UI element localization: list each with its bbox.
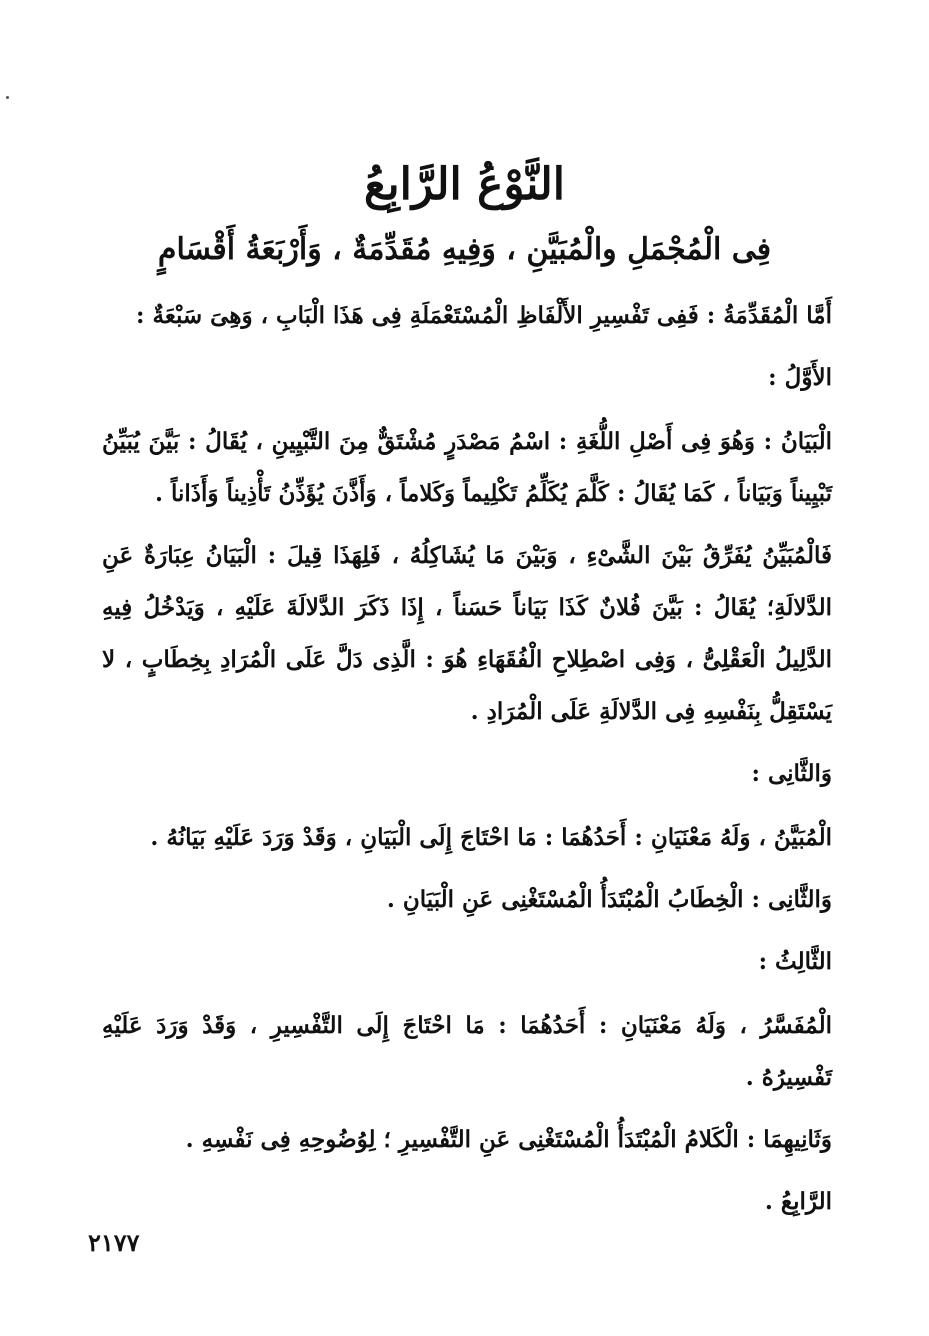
paragraph-bayan-explanation: فَالْمُبَيِّنُ يُفَرِّقُ بَيْنَ الشَّىْءِ ، وَبَيْنَ مَا يُشَاكِلُهُ ، فَلِهَذَا قِيلَ : الْبَيَانُ عِبَارَةٌ عَنِ الدَّلالَةِ؛ يُقَالُ : بَيَّنَ فُلانٌ كَذَا بَيَاناً حَسَناً ، إِذَا ذَكَرَ الدَّلالَةَ عَلَيْهِ ، وَيَدْخُلُ فِيهِ الدَّلِيلُ الْعَقْلِىُّ ، وَفِى اصْطِلاحِ الْفُقَهَاءِ هُوَ : الَّذِى دَلَّ عَلَى الْمُرَادِ بِخِطَابٍ ، لا يَسْتَقِلُّ بِنَفْسِهِ فِى الدَّلالَةِ عَلَى الْمُرَادِ . [102,542,832,725]
chapter-title: النَّوْعُ الرَّابِعُ [363,159,565,210]
section-heading-first: الأَوَّلُ : [768,364,832,391]
page-number: ٢١٧٧ [88,1228,140,1257]
section-heading-second: وَالثَّانِى : [751,760,832,787]
paragraph-mubayyan-first: الْمُبَيَّنُ ، وَلَهُ مَعْنَيَانِ : أَحَدُهُمَا : مَا احْتَاجَ إِلَى الْبَيَانِ ، وَقَدْ وَرَدَ عَلَيْهِ بَيَانُهُ . [150,824,832,851]
intro-paragraph: أَمَّا الْمُقَدِّمَةُ : فَفِى تَفْسِيرِ الأَلْفَاظِ الْمُسْتَعْمَلَةِ فِى هَذَا الْبَابِ ، وَهِىَ سَبْعَةٌ : [136,302,832,329]
body-text [102,290,832,1240]
paragraph-mufassar-first: الْمُفَسَّرُ ، وَلَهُ مَعْنَيَانِ : أَحَدُهُمَا : مَا احْتَاجَ إِلَى التَّفْسِيرِ ، وَقَدْ وَرَدَ عَلَيْهِ تَفْسِيرُهُ . [102,1012,832,1091]
chapter-subtitle: فِى الْمُجْمَلِ والْمُبَيَّنِ ، وَفِيهِ مُقَدِّمَةٌ ، وَأَرْبَعَةُ أَقْسَامٍ [157,232,772,267]
paragraph-mubayyan-second: وَالثَّانِى : الْخِطَابُ الْمُبْتَدَأُ الْمُسْتَغْنِى عَنِ الْبَيَانِ . [386,886,832,913]
section-heading-fourth: الرَّابِعُ . [764,1188,832,1215]
section-heading-third: الثَّالِثُ : [758,948,832,975]
paragraph-bayan-definition: الْبَيَانُ : وَهُوَ فِى أَصْلِ اللُّغَةِ : اسْمُ مَصْدَرٍ مُشْتَقٌّ مِنَ التَّبْيِينِ ، يُقَالُ : بَيَّنَ يُبَيِّنُ تَبْيِيناً وَبَيَاناً ، كَمَا يُقَالُ : كَلَّمَ يُكَلِّمُ تَكْلِيماً وَكَلاماً ، وَأَذَّنَ يُؤَذِّنُ تَأْذِيناً وَأَذَاناً . [102,428,832,507]
scan-speck [6,96,9,99]
paragraph-mufassar-second: وَثَانِيهِمَا : الْكَلامُ الْمُبْتَدَأُ الْمُسْتَغْنِى عَنِ التَّفْسِيرِ ؛ لِوُضُوحِهِ فِى نَفْسِهِ . [185,1126,832,1153]
